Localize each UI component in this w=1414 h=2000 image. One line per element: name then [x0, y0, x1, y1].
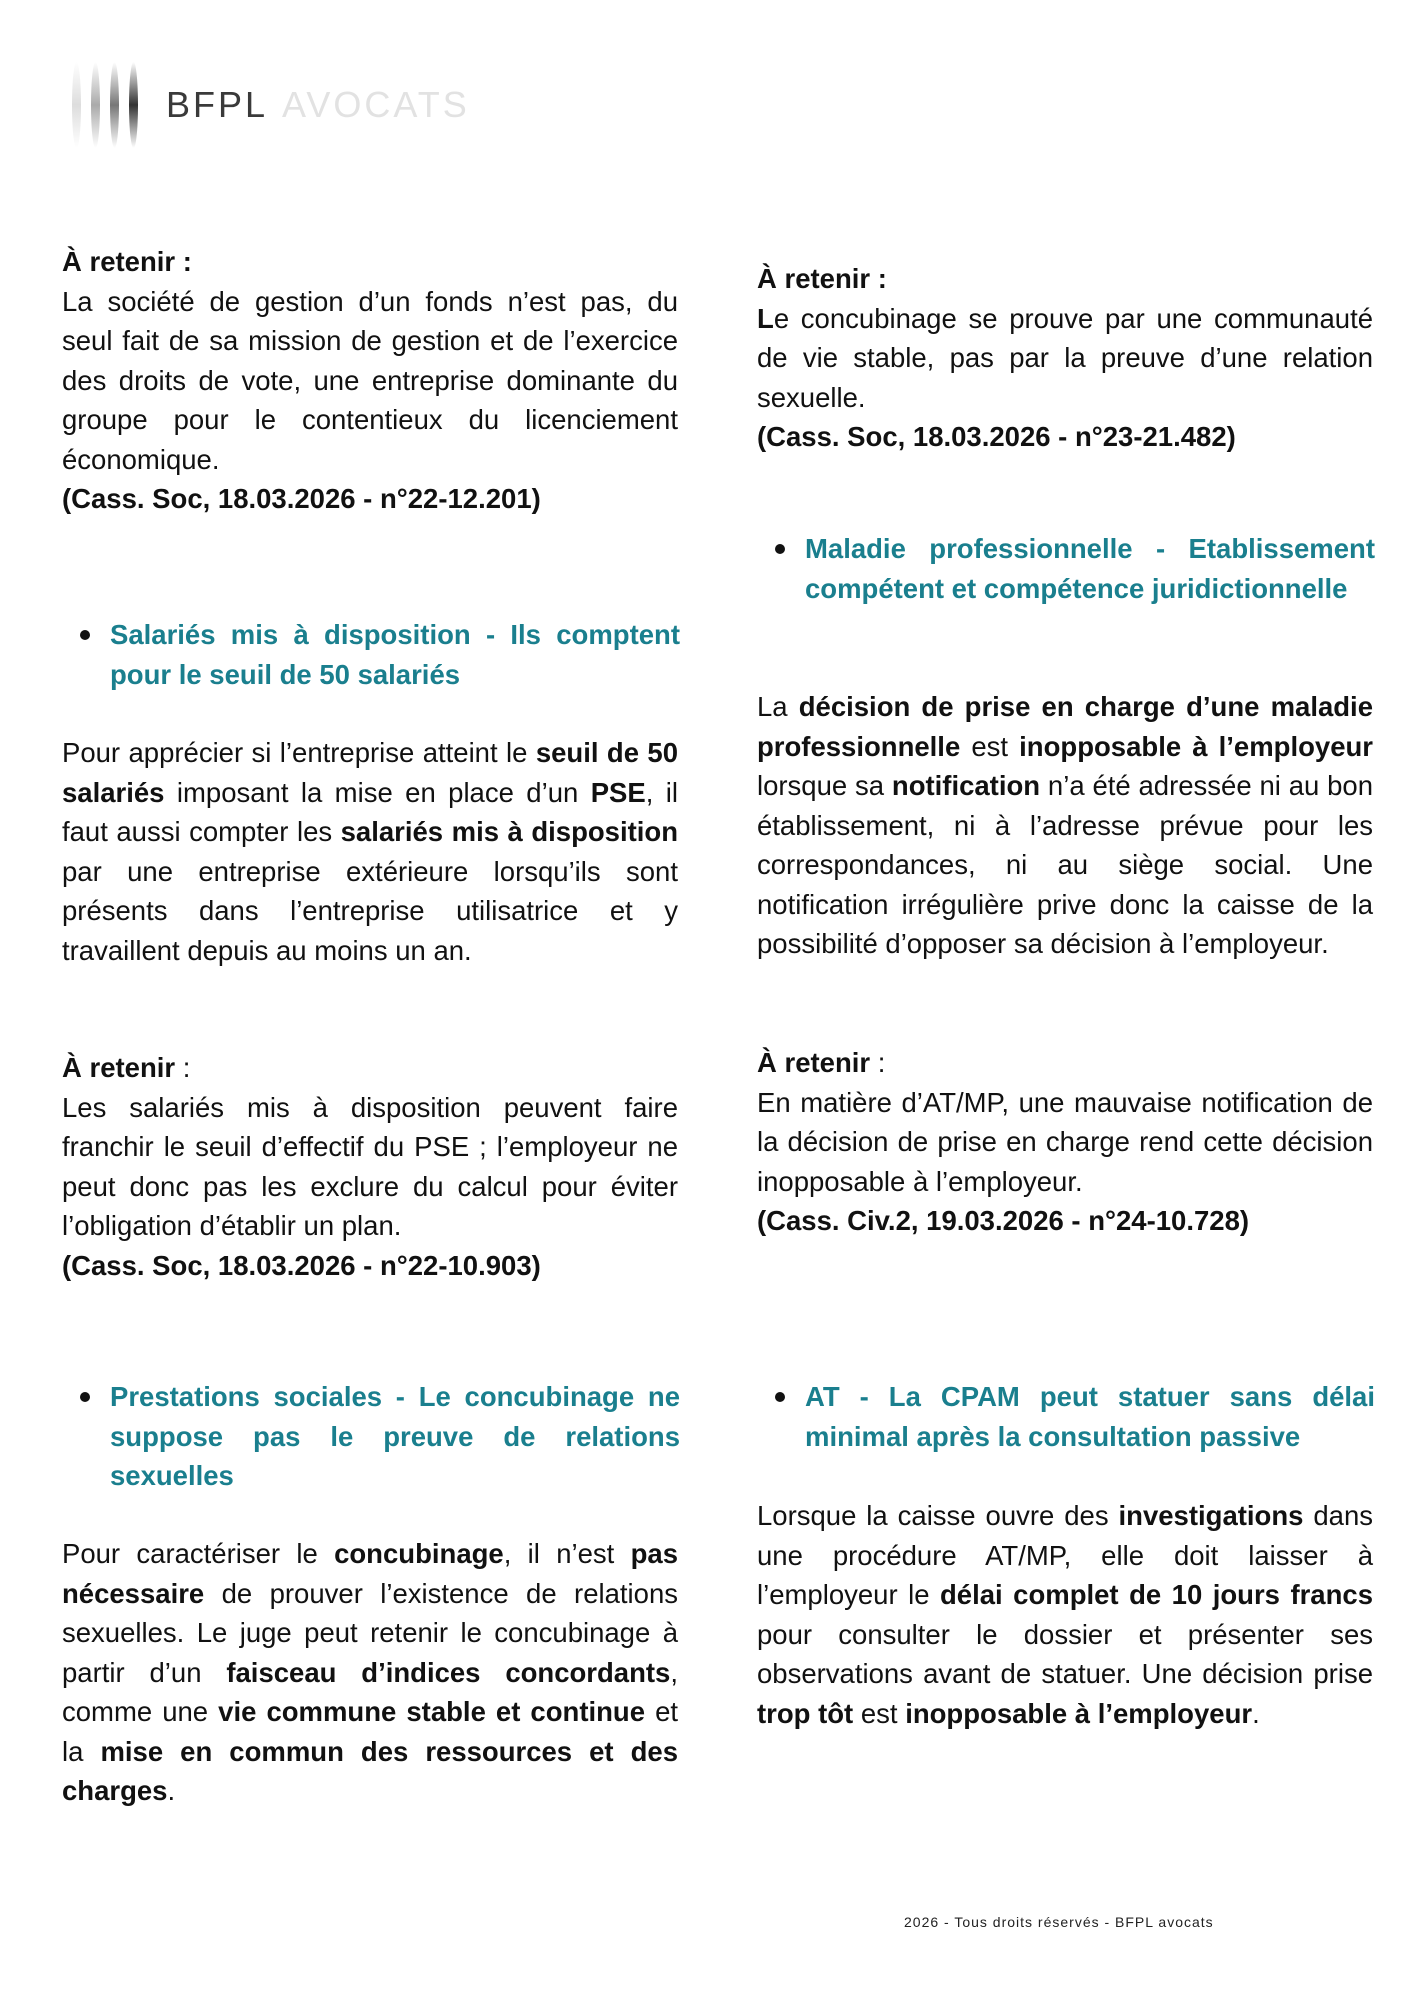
retenir-colon: :: [870, 1047, 886, 1078]
section-title: Salariés mis à disposition - Ils comptent pour le seuil de 50 salariés: [110, 615, 680, 694]
text-segment: e concubinage se prouve par une communauté de vie stable, pas par la preuve d’une relation sexuelle.: [757, 302, 1373, 413]
logo-brand: BFPL: [166, 84, 269, 125]
section-body: [62, 733, 678, 970]
retenir-body: [757, 1083, 1373, 1202]
bold-text: vie commune stable et continue: [218, 1696, 646, 1727]
bold-text: notification: [891, 770, 1041, 801]
logo: [72, 62, 470, 148]
bold-text: L: [757, 302, 774, 334]
text-segment: imposant la mise en place d’un: [164, 776, 591, 808]
text-segment: Lorsque la caisse ouvre des: [757, 1500, 1119, 1531]
logo-suffix: AVOCATS: [282, 84, 470, 125]
bold-text: PSE: [590, 776, 646, 808]
case-reference: (Cass. Civ.2, 19.03.2026 - n°24-10.728): [757, 1205, 1250, 1236]
text-segment: dans une procédure AT/MP, elle doit laisser à l’employeur le: [757, 1500, 1374, 1610]
section-title: Prestations sociales - Le concubinage ne suppose pas le preuve de relations sexuelles: [110, 1377, 680, 1496]
text-segment: En matière d’AT/MP, une mauvaise notification de la décision de prise en charge rend cette décision inopposable à l’employeur.: [757, 1086, 1373, 1197]
bold-text: seuil de 50 salariés: [62, 737, 678, 808]
text-segment: pour consulter le dossier et présenter ses observations avant de statuer. Une décision prise: [757, 1618, 1373, 1689]
text-segment: est: [853, 1697, 906, 1729]
text-segment: , il faut aussi compter les: [62, 776, 679, 847]
retenir-colon: :: [175, 1052, 191, 1083]
retenir-heading: À retenir :: [757, 263, 887, 294]
case-reference: (Cass. Soc, 18.03.2026 - n°22-12.201): [62, 483, 541, 514]
text-segment: La: [757, 691, 799, 722]
retenir-heading: À retenir: [757, 1047, 871, 1078]
section-title: AT - La CPAM peut statuer sans délai minimal après la consultation passive: [805, 1377, 1375, 1456]
text-segment: par une entreprise extérieure lorsqu’ils sont présents dans l’entreprise utilisatrice et y travaillent depuis au moins un an.: [62, 855, 678, 966]
bold-text: délai complet de 10 jours francs: [940, 1579, 1373, 1610]
text-segment: Pour apprécier si l’entreprise atteint le: [62, 737, 536, 768]
text-segment: est: [960, 730, 1020, 762]
text-segment: La société de gestion d’un fonds n’est pas, du seul fait de sa mission de gestion et de l’exercice des droits de vote, une entreprise dominante du groupe pour le contentieux du licenciement économique.: [62, 285, 678, 475]
text-segment: lorsque sa: [757, 770, 892, 801]
section-body: [62, 1534, 678, 1811]
retenir-body: [62, 1088, 678, 1246]
text-segment: .: [1252, 1697, 1260, 1729]
retenir-heading: À retenir: [62, 1052, 176, 1083]
text-segment: et la: [62, 1696, 679, 1767]
bold-text: investigations: [1118, 1500, 1304, 1531]
bold-text: trop tôt: [757, 1697, 854, 1729]
section-body: [757, 1496, 1373, 1733]
text-segment: , comme une: [62, 1656, 678, 1727]
retenir-block: [62, 242, 678, 519]
text-segment: de prouver l’existence de relations sexuelles. Le juge peut retenir le concubinage à partir d’un: [62, 1577, 678, 1688]
text-segment: , il n’est: [503, 1538, 631, 1569]
bold-text: inopposable à l’employeur: [1019, 730, 1373, 762]
case-reference: (Cass. Soc, 18.03.2026 - n°23-21.482): [757, 421, 1236, 452]
bold-text: décision de prise en charge d’une maladie professionnelle: [757, 691, 1373, 762]
retenir-block: [62, 1048, 678, 1285]
section-title: Maladie professionnelle - Etablissement compétent et compétence juridictionnelle: [805, 529, 1375, 608]
bold-text: mise en commun des ressources et des charges: [62, 1735, 678, 1806]
retenir-body: [62, 282, 678, 480]
retenir-heading: À retenir :: [62, 246, 192, 277]
text-segment: Pour caractériser le: [62, 1538, 335, 1569]
retenir-block: [757, 259, 1373, 457]
bold-text: faisceau d’indices concordants: [226, 1656, 671, 1688]
text-segment: .: [167, 1775, 176, 1806]
bold-text: inopposable à l’employeur: [905, 1697, 1253, 1729]
retenir-body: [757, 299, 1373, 418]
bold-text: pas nécessaire: [62, 1538, 678, 1609]
bold-text: salariés mis à disposition: [340, 816, 678, 847]
footer-copyright: 2026 - Tous droits réservés - BFPL avocats: [904, 1914, 1214, 1930]
retenir-block: [757, 1043, 1373, 1241]
logo-bars-icon: [72, 62, 138, 148]
text-segment: n’a été adressée ni au bon établissement, ni à l’adresse prévue pour les correspondances, ni au siège social. Une notification irrégulière prive donc la caisse de la possibilité d’opposer sa décision à l’employeur.: [757, 770, 1373, 959]
section-body: [757, 687, 1373, 964]
bold-text: concubinage: [334, 1538, 504, 1569]
text-segment: Les salariés mis à disposition peuvent faire franchir le seuil d’effectif du PSE ; l’employeur ne peut donc pas les exclure du calcul pour éviter l’obligation d’établir un plan.: [62, 1091, 678, 1241]
case-reference: (Cass. Soc, 18.03.2026 - n°22-10.903): [62, 1249, 541, 1281]
